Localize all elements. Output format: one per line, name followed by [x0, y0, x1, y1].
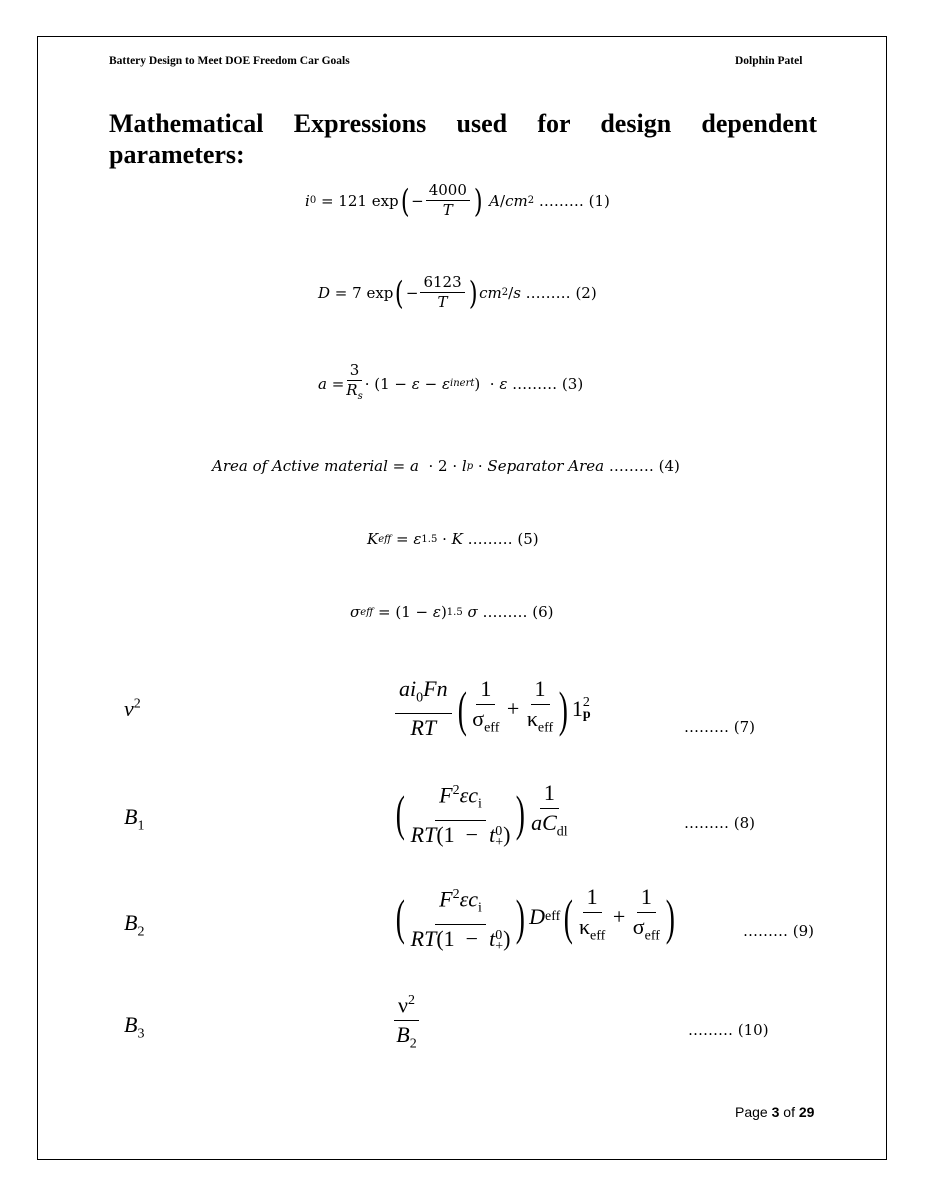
- equation-7-lhs: $\nu^2$: [124, 696, 141, 721]
- equation-6: σ eff = (1 − ε ) 1.5 σ ……… (6): [350, 603, 554, 621]
- equation-4: Area of Active material = a · 2 · l p · Separator Area ……… (4): [212, 457, 680, 475]
- equation-8-number: ……… (8): [684, 814, 756, 832]
- footer-page-word: Page: [735, 1104, 772, 1120]
- equation-1: i 0 = 121 exp ( − $\frac{4000}{T}$ ) A / cm 2 ……… (1): [305, 181, 610, 220]
- equation-7-number: ……… (7): [684, 718, 756, 736]
- equation-10-rhs: $\frac{\nu^2}{B_2}$: [392, 988, 421, 1058]
- equation-9-number: ……… (9): [743, 922, 815, 940]
- footer-current-page: 3: [771, 1104, 780, 1120]
- equation-8-lhs: $B_1$: [124, 804, 145, 834]
- section-heading: Mathematical Expressions used for design dependent parameters:: [109, 109, 817, 169]
- equation-3: a = $\frac{3}{R_s}$ · (1 − ε − ε inert ) · ε ……… (3): [318, 361, 584, 402]
- equation-7-rhs: $\frac{ai_0Fn}{RT}$ ( $\frac{1}{\sigma_{eff}}$ + $\frac{1}{\kappa_{eff}}$ ) 1 2 p: [393, 676, 591, 741]
- equation-8-rhs: ( $F^2\varepsilon c_i$ RT(1 − t 0 + ) ) $\frac{1}{aC_{dl}}$: [392, 778, 570, 848]
- equation-10-number: ……… (10): [688, 1021, 769, 1039]
- page-number-footer: [735, 1104, 814, 1120]
- equation-2-number: ……… (2): [525, 283, 597, 302]
- equation-10-lhs: $B_3$: [124, 1012, 145, 1042]
- equation-1-number: ……… (1): [538, 191, 610, 210]
- equation-5-number: ……… (5): [467, 530, 539, 548]
- equation-2: D = 7 exp ( − $\frac{6123}{T}$ ) cm 2 / s ……… (2): [318, 273, 597, 312]
- equation-5: K eff = ε 1.5 · K ……… (5): [367, 530, 539, 548]
- footer-of-word: of: [779, 1104, 799, 1120]
- equation-9-rhs: ( $F^2\varepsilon c_i$ RT(1 − t 0 + ) ) D eff ( $\frac{1}{\kappa_{eff}}$ + $\frac{1}{\sigma_{eff}}$ ): [392, 882, 679, 952]
- equation-6-number: ……… (6): [482, 603, 554, 621]
- footer-total-pages: 29: [798, 1104, 815, 1120]
- running-header-title: Battery Design to Meet DOE Freedom Car Goals: [109, 55, 350, 67]
- equation-9-lhs: $B_2$: [124, 910, 145, 940]
- running-header-author: Dolphin Patel: [735, 55, 803, 67]
- equation-4-number: ……… (4): [608, 457, 680, 475]
- equation-3-number: ……… (3): [512, 374, 584, 393]
